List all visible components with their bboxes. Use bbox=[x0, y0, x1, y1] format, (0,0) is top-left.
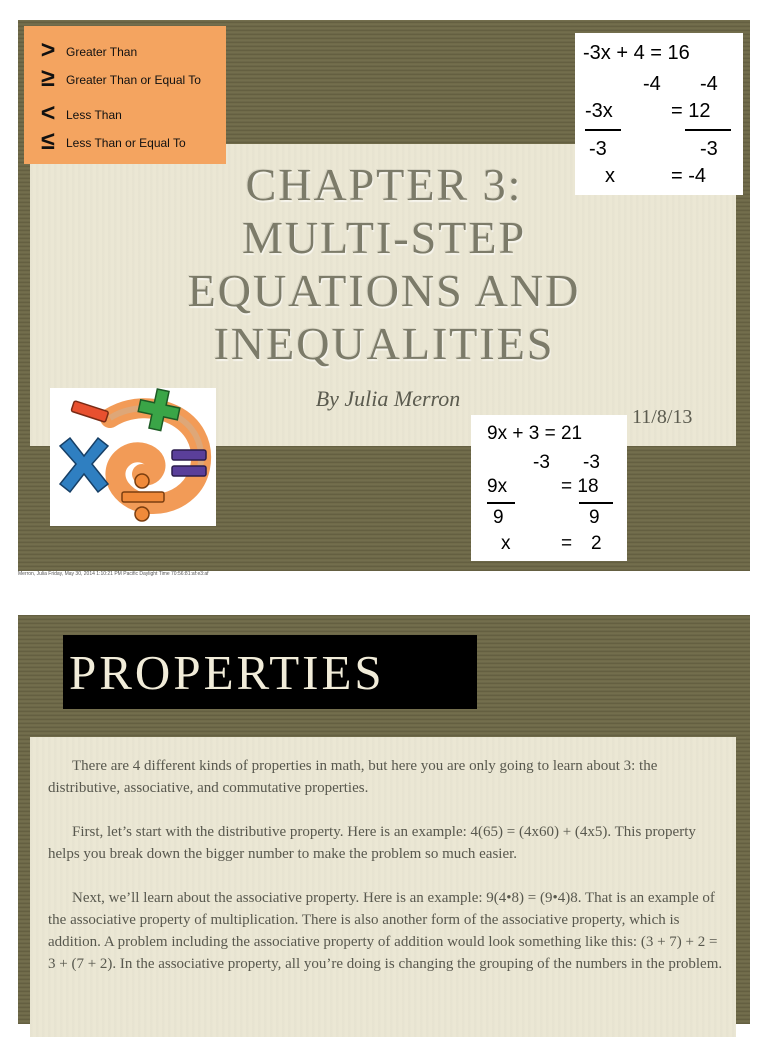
slide-heading: PROPERTIES bbox=[69, 645, 385, 700]
math-operations-clipart bbox=[50, 388, 216, 526]
equation-result: = bbox=[561, 533, 573, 554]
title-line: EQUATIONS AND bbox=[187, 265, 581, 316]
paragraph: Next, we’ll learn about the associative property. Here is an example: 9(4•8) = (9•4)8. That is an example of the associative property of multiplication. There is also another form of the associative property, which is addition. A problem including the associative property of addition would look something like this: (3 + 7) + 2 = 3 + (7 + 2). In the associative property, all you’re doing is changing the grouping of the numbers in the problem. bbox=[48, 890, 723, 972]
legend-row-less-than bbox=[24, 99, 226, 128]
greater-equal-icon: ≥ bbox=[41, 64, 55, 92]
equation-term: 9x bbox=[487, 476, 508, 497]
legend-label: Less Than bbox=[66, 108, 122, 122]
equation-step: -3 bbox=[583, 452, 600, 473]
equation-term: -3x bbox=[585, 100, 613, 122]
title-line: INEQUALITIES bbox=[213, 318, 555, 369]
legend-row-greater-than bbox=[24, 36, 226, 65]
slide-date: 11/8/13 bbox=[632, 406, 693, 428]
fraction-bar bbox=[585, 129, 621, 131]
legend-label: Greater Than or Equal To bbox=[66, 73, 201, 87]
paragraph: There are 4 different kinds of properties in math, but here you are only going to learn about 3: the distributive, associative, and commutative properties. bbox=[48, 758, 658, 796]
paragraph: First, let’s start with the distributive property. Here is an example: 4(65) = (4x60) + (4x5). This property helps you break down the bigger number to make the problem so much easier. bbox=[48, 824, 696, 862]
fraction-bar bbox=[487, 502, 515, 504]
equation-divisor: -3 bbox=[589, 138, 607, 160]
times-icon bbox=[60, 438, 108, 492]
equation-divisor: -3 bbox=[700, 138, 718, 160]
equation-result: = -4 bbox=[671, 165, 707, 187]
equation-result: x bbox=[501, 533, 511, 554]
less-equal-icon: ≤ bbox=[41, 127, 55, 155]
equation-line: 9x + 3 = 21 bbox=[487, 423, 583, 444]
legend-label: Greater Than bbox=[66, 45, 138, 59]
equation-result: x bbox=[605, 165, 615, 187]
properties-slide bbox=[18, 615, 750, 1024]
inequality-symbols-legend bbox=[24, 26, 226, 164]
worked-equation-card bbox=[575, 33, 743, 195]
title-line: MULTI-STEP bbox=[241, 212, 527, 263]
print-footer-note: Merron, Julia Friday, May 30, 2014 1:10:21 PM Pacific Daylight Time 70:56:81:af:e3:af bbox=[18, 571, 209, 577]
equation-step: -3 bbox=[533, 452, 550, 473]
worked-equation-card bbox=[471, 415, 627, 561]
title-slide bbox=[18, 20, 750, 571]
fraction-bar bbox=[579, 502, 613, 504]
equation-divisor: 9 bbox=[493, 507, 504, 528]
heading-banner bbox=[63, 635, 477, 709]
equation-result: 2 bbox=[591, 533, 602, 554]
minus-icon bbox=[71, 401, 109, 423]
equation-divisor: 9 bbox=[589, 507, 600, 528]
author-byline: By Julia Merron bbox=[315, 386, 461, 411]
operations-icon-set bbox=[50, 388, 216, 526]
equation-step: -4 bbox=[643, 73, 661, 95]
legend-row-greater-equal bbox=[24, 64, 226, 93]
title-line: CHAPTER 3: bbox=[245, 159, 523, 210]
fraction-bar bbox=[685, 129, 731, 131]
equation-step: -4 bbox=[700, 73, 718, 95]
equation-term: = 12 bbox=[671, 100, 711, 122]
equation-term: = 18 bbox=[561, 476, 599, 497]
less-than-icon: < bbox=[40, 99, 56, 127]
greater-than-icon: > bbox=[40, 36, 56, 64]
legend-row-less-equal bbox=[24, 127, 226, 156]
equation-line: -3x + 4 = 16 bbox=[583, 42, 690, 64]
legend-label: Less Than or Equal To bbox=[66, 136, 186, 150]
body-text bbox=[48, 755, 724, 997]
